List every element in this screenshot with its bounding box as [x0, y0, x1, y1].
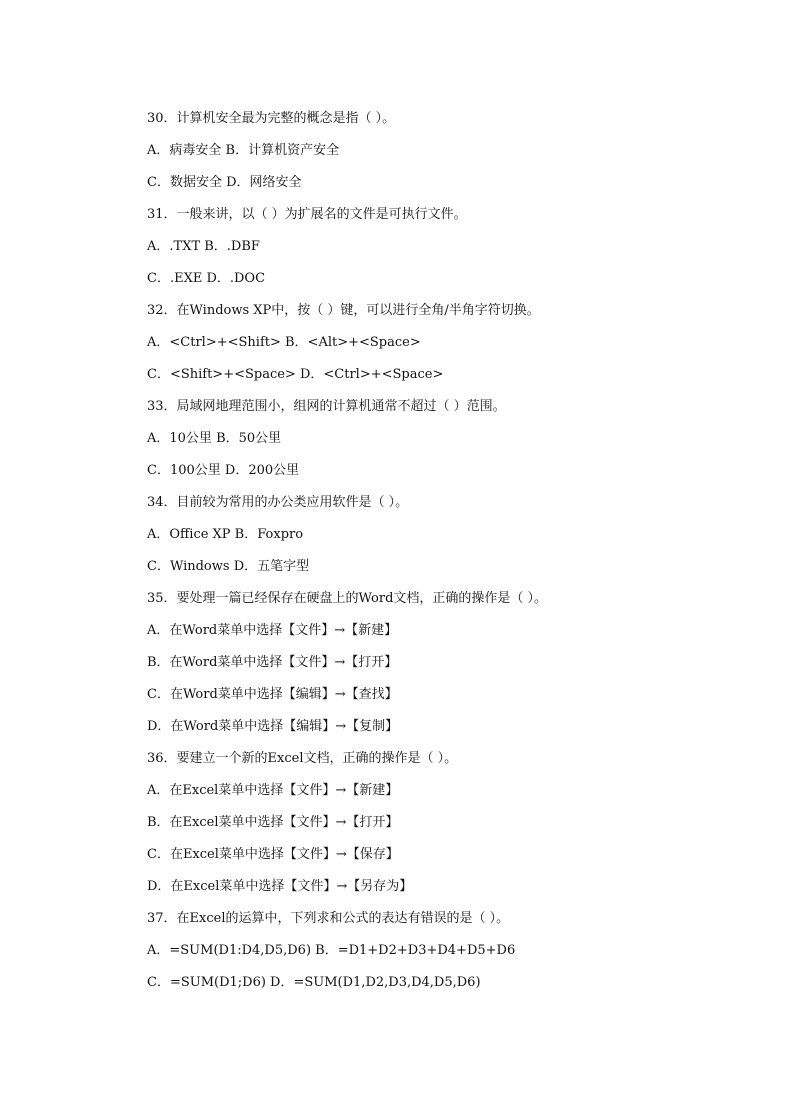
question-31: 31．一般来讲，以（ ）为扩展名的文件是可执行文件。 — [147, 207, 467, 222]
question-32-options-ab: A．<Ctrl>+<Shift> B．<Alt>+<Space> — [147, 335, 421, 350]
question-33-options-ab: A．10公里 B．50公里 — [147, 431, 282, 446]
question-30-options-cd: C．数据安全 D．网络安全 — [147, 175, 302, 190]
question-35-option-c: C．在Word菜单中选择【编辑】→【查找】 — [147, 687, 398, 702]
question-36: 36．要建立一个新的Excel文档，正确的操作是（ ）。 — [147, 751, 458, 766]
question-33: 33．局域网地理范围小，组网的计算机通常不超过（ ）范围。 — [147, 399, 506, 414]
question-35-option-a: A．在Word菜单中选择【文件】→【新建】 — [147, 623, 398, 638]
question-35-option-b: B．在Word菜单中选择【文件】→【打开】 — [147, 655, 398, 670]
question-34-options-ab: A．Office XP B．Foxpro — [147, 527, 304, 542]
question-30-options-ab: A．病毒安全 B．计算机资产安全 — [147, 143, 340, 158]
question-36-option-d: D．在Excel菜单中选择【文件】→【另存为】 — [147, 879, 413, 894]
question-36-option-b: B．在Excel菜单中选择【文件】→【打开】 — [147, 815, 399, 830]
question-36-option-a: A．在Excel菜单中选择【文件】→【新建】 — [147, 783, 399, 798]
question-32: 32．在Windows XP中，按（ ）键，可以进行全角/半角字符切换。 — [147, 303, 540, 318]
question-31-options-ab: A．.TXT B．.DBF — [147, 239, 260, 254]
question-30: 30．计算机安全最为完整的概念是指（ ）。 — [147, 111, 396, 126]
question-37-options-ab: A．=SUM(D1:D4,D5,D6) B．=D1+D2+D3+D4+D5+D6 — [147, 943, 516, 958]
question-35-option-d: D．在Word菜单中选择【编辑】→【复制】 — [147, 719, 399, 734]
question-33-options-cd: C．100公里 D．200公里 — [147, 463, 300, 478]
question-37: 37．在Excel的运算中，下列求和公式的表达有错误的是（ ）。 — [147, 911, 510, 926]
question-37-options-cd: C．=SUM(D1;D6) D．=SUM(D1,D2,D3,D4,D5,D6) — [147, 975, 481, 990]
question-34-options-cd: C．Windows D．五笔字型 — [147, 559, 310, 574]
question-35: 35．要处理一篇已经保存在硬盘上的Word文档，正确的操作是（ ）。 — [147, 591, 548, 606]
question-31-options-cd: C．.EXE D．.DOC — [147, 271, 266, 286]
question-list — [147, 108, 767, 1004]
question-32-options-cd: C．<Shift>+<Space> D．<Ctrl>+<Space> — [147, 367, 444, 382]
question-34: 34．目前较为常用的办公类应用软件是（ ）。 — [147, 495, 409, 510]
question-36-option-c: C．在Excel菜单中选择【文件】→【保存】 — [147, 847, 399, 862]
